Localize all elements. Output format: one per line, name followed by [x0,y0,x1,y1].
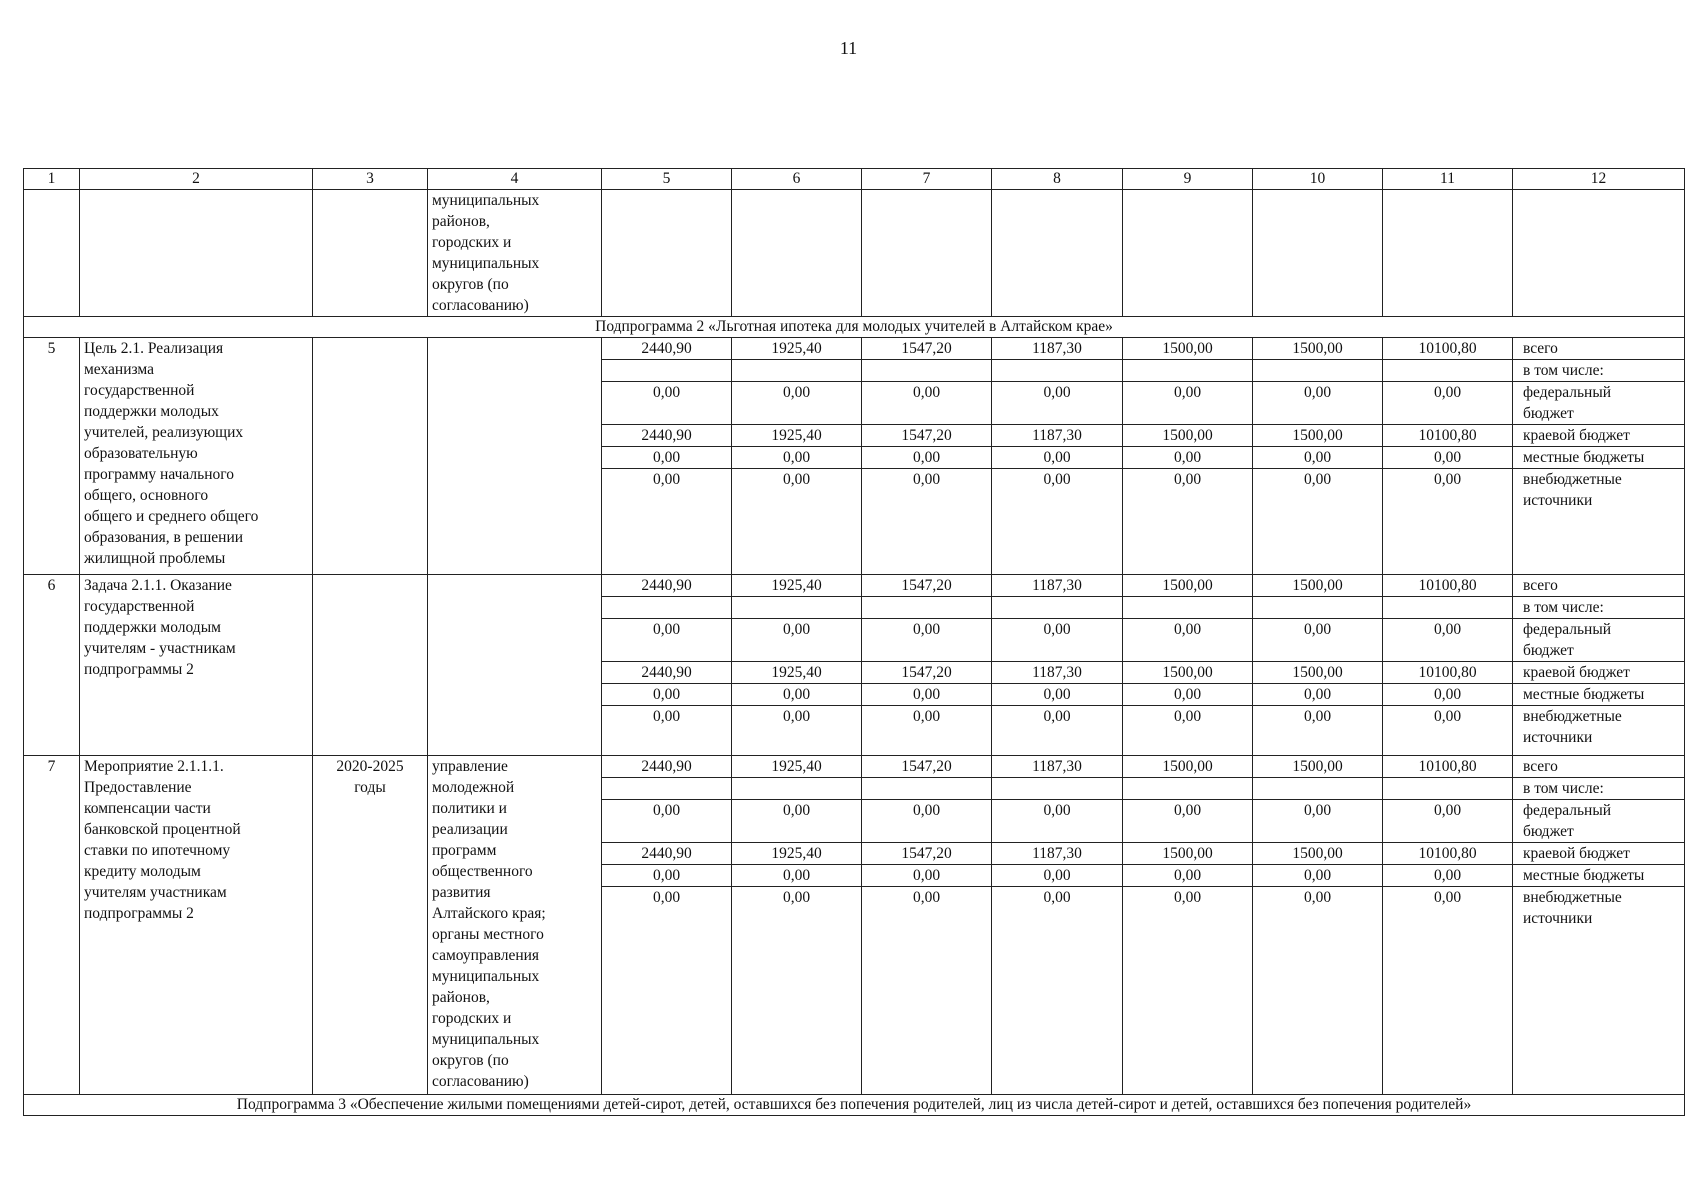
value-cell: 1500,00 [1123,843,1253,865]
value-cell: 0,00 [992,865,1123,887]
value-cell: 0,00 [602,800,732,843]
value-cell: 0,00 [1123,469,1253,575]
value-cell: 1500,00 [1123,425,1253,447]
value-cell: 0,00 [732,887,862,1095]
value-cell: 0,00 [1123,865,1253,887]
value-cell: 1500,00 [1253,425,1383,447]
value-cell: 0,00 [602,684,732,706]
value-cell: 0,00 [732,619,862,662]
value-cell: 1500,00 [1253,575,1383,597]
value-cell [1253,360,1383,382]
value-cell: 0,00 [1383,887,1513,1095]
block-name: Мероприятие 2.1.1.1. Предоставление компенсации части банковской процентной ставки по ипотечному кредиту молодым учителям участникам подпрограммы 2 [80,756,313,1095]
value-cell: 0,00 [732,447,862,469]
value-cell: 1500,00 [1123,756,1253,778]
value-cell: 0,00 [1253,382,1383,425]
value-cell: 0,00 [1123,447,1253,469]
cell-empty [80,190,313,317]
value-cell [1253,597,1383,619]
block-number: 6 [24,575,80,756]
value-cell: 1187,30 [992,843,1123,865]
value-cell: 0,00 [862,684,992,706]
value-cell: 1500,00 [1253,338,1383,360]
funding-source: в том числе: [1513,597,1685,619]
value-cell: 1547,20 [862,756,992,778]
value-cell: 0,00 [602,865,732,887]
value-cell [1123,778,1253,800]
value-cell: 1547,20 [862,843,992,865]
value-cell: 1500,00 [1123,662,1253,684]
cell-empty [24,190,80,317]
value-cell: 0,00 [732,382,862,425]
cell-empty [1123,190,1253,317]
cell-empty [992,190,1123,317]
block-name: Цель 2.1. Реализация механизма государственной поддержки молодых учителей, реализующих образовательную программу начального общего, основного общего и среднего общего образования, в решении жилищной проблемы [80,338,313,575]
executor-cell: муниципальных районов, городских и муниципальных округов (по согласованию) [428,190,602,317]
value-cell: 0,00 [1253,865,1383,887]
value-cell [1383,360,1513,382]
column-number-row [24,169,1685,190]
value-cell: 2440,90 [602,425,732,447]
column-number: 1 [24,169,80,190]
value-cell [862,597,992,619]
cell-empty [732,190,862,317]
value-cell: 1187,30 [992,425,1123,447]
value-cell: 0,00 [602,469,732,575]
value-cell: 0,00 [992,706,1123,756]
value-cell [992,360,1123,382]
value-cell: 1500,00 [1253,756,1383,778]
funding-source: в том числе: [1513,360,1685,382]
funding-source: всего [1513,756,1685,778]
value-cell: 0,00 [862,800,992,843]
funding-source: местные бюджеты [1513,865,1685,887]
block-executor [428,575,602,756]
funding-source: краевой бюджет [1513,662,1685,684]
column-number: 11 [1383,169,1513,190]
funding-source: местные бюджеты [1513,447,1685,469]
funding-source: в том числе: [1513,778,1685,800]
block-number: 7 [24,756,80,1095]
value-cell: 2440,90 [602,756,732,778]
column-number: 7 [862,169,992,190]
value-cell: 0,00 [992,447,1123,469]
value-cell: 2440,90 [602,843,732,865]
program-table [23,168,1685,1116]
value-cell: 0,00 [602,619,732,662]
funding-source: краевой бюджет [1513,425,1685,447]
subprogram-3-title: Подпрограмма 3 «Обеспечение жилыми помещениями детей-сирот, детей, оставшихся без попечения родителей, лиц из числа детей-сирот и детей, оставшихся без попечения родителей» [24,1095,1685,1116]
value-cell: 1547,20 [862,662,992,684]
value-cell [992,597,1123,619]
value-cell: 10100,80 [1383,575,1513,597]
finance-row [24,756,1685,778]
value-cell: 0,00 [862,382,992,425]
block-number: 5 [24,338,80,575]
block-executor [428,338,602,575]
value-cell: 1925,40 [732,662,862,684]
cell-empty [602,190,732,317]
value-cell: 0,00 [1253,800,1383,843]
subprogram-2-title: Подпрограмма 2 «Льготная ипотека для молодых учителей в Алтайском крае» [24,317,1685,338]
cell-empty [1253,190,1383,317]
column-number: 12 [1513,169,1685,190]
value-cell: 0,00 [732,865,862,887]
column-number: 4 [428,169,602,190]
value-cell: 1925,40 [732,575,862,597]
value-cell: 1500,00 [1253,662,1383,684]
value-cell: 0,00 [1383,684,1513,706]
value-cell: 0,00 [732,800,862,843]
value-cell [602,360,732,382]
cell-empty [1513,190,1685,317]
value-cell: 10100,80 [1383,843,1513,865]
value-cell [1123,360,1253,382]
value-cell: 10100,80 [1383,425,1513,447]
funding-source: внебюджетные источники [1513,469,1685,575]
value-cell: 1547,20 [862,575,992,597]
funding-source: федеральный бюджет [1513,619,1685,662]
value-cell: 1547,20 [862,338,992,360]
value-cell: 0,00 [1123,684,1253,706]
value-cell [1123,597,1253,619]
value-cell: 0,00 [732,469,862,575]
funding-source: внебюджетные источники [1513,887,1685,1095]
value-cell [602,597,732,619]
value-cell: 0,00 [992,469,1123,575]
value-cell: 0,00 [1383,800,1513,843]
finance-row [24,575,1685,597]
value-cell: 1925,40 [732,756,862,778]
value-cell: 10100,80 [1383,338,1513,360]
value-cell: 0,00 [732,706,862,756]
column-number: 5 [602,169,732,190]
value-cell: 1187,30 [992,662,1123,684]
value-cell: 0,00 [1383,382,1513,425]
continued-row [24,190,1685,317]
value-cell: 0,00 [992,887,1123,1095]
value-cell: 0,00 [1253,447,1383,469]
value-cell: 0,00 [1383,469,1513,575]
value-cell: 0,00 [1253,684,1383,706]
column-number: 6 [732,169,862,190]
value-cell: 0,00 [602,447,732,469]
funding-source: всего [1513,575,1685,597]
value-cell [602,778,732,800]
value-cell: 1500,00 [1253,843,1383,865]
value-cell: 1925,40 [732,425,862,447]
funding-source: краевой бюджет [1513,843,1685,865]
value-cell: 2440,90 [602,575,732,597]
value-cell: 0,00 [992,800,1123,843]
block-period: 2020-2025 годы [313,756,428,1095]
column-number: 2 [80,169,313,190]
value-cell [732,597,862,619]
value-cell: 0,00 [992,684,1123,706]
value-cell: 1187,30 [992,756,1123,778]
value-cell: 0,00 [1123,706,1253,756]
value-cell [1383,597,1513,619]
value-cell: 1500,00 [1123,338,1253,360]
value-cell: 2440,90 [602,338,732,360]
value-cell: 0,00 [1383,865,1513,887]
value-cell: 0,00 [1123,619,1253,662]
value-cell: 0,00 [602,706,732,756]
value-cell: 0,00 [1123,382,1253,425]
value-cell [732,778,862,800]
finance-row [24,338,1685,360]
value-cell: 0,00 [1253,619,1383,662]
value-cell [1383,778,1513,800]
value-cell: 1925,40 [732,338,862,360]
value-cell: 1500,00 [1123,575,1253,597]
cell-empty [313,190,428,317]
page-number: 11 [839,38,858,58]
value-cell: 0,00 [602,887,732,1095]
cell-empty [862,190,992,317]
value-cell: 0,00 [1383,706,1513,756]
value-cell [862,360,992,382]
value-cell: 1187,30 [992,338,1123,360]
block-name: Задача 2.1.1. Оказание государственной поддержки молодым учителям - участникам подпрограммы 2 [80,575,313,756]
value-cell: 1925,40 [732,843,862,865]
column-number: 8 [992,169,1123,190]
value-cell: 0,00 [1383,447,1513,469]
funding-source: федеральный бюджет [1513,382,1685,425]
value-cell: 10100,80 [1383,662,1513,684]
value-cell: 1187,30 [992,575,1123,597]
value-cell: 0,00 [992,382,1123,425]
value-cell: 0,00 [862,887,992,1095]
subprogram-row [24,1095,1685,1116]
value-cell: 0,00 [1253,706,1383,756]
value-cell: 0,00 [1123,800,1253,843]
value-cell [862,778,992,800]
value-cell: 0,00 [1123,887,1253,1095]
value-cell: 1547,20 [862,425,992,447]
value-cell: 0,00 [862,865,992,887]
value-cell: 0,00 [1253,469,1383,575]
funding-source: внебюджетные источники [1513,706,1685,756]
column-number: 10 [1253,169,1383,190]
block-period [313,575,428,756]
value-cell [1253,778,1383,800]
cell-empty [1383,190,1513,317]
value-cell: 0,00 [862,619,992,662]
column-number: 3 [313,169,428,190]
value-cell [732,360,862,382]
value-cell: 2440,90 [602,662,732,684]
value-cell: 0,00 [862,469,992,575]
value-cell: 0,00 [1253,887,1383,1095]
funding-source: федеральный бюджет [1513,800,1685,843]
funding-source: местные бюджеты [1513,684,1685,706]
value-cell: 0,00 [862,447,992,469]
value-cell: 0,00 [992,619,1123,662]
subprogram-row [24,317,1685,338]
block-executor: управление молодежной политики и реализации программ общественного развития Алтайского края; органы местного самоуправления муниципальных районов, городских и муниципальных округов (по согласованию) [428,756,602,1095]
value-cell: 0,00 [602,382,732,425]
value-cell: 0,00 [732,684,862,706]
block-period [313,338,428,575]
value-cell: 0,00 [1383,619,1513,662]
funding-source: всего [1513,338,1685,360]
value-cell: 0,00 [862,706,992,756]
value-cell [992,778,1123,800]
value-cell: 10100,80 [1383,756,1513,778]
column-number: 9 [1123,169,1253,190]
